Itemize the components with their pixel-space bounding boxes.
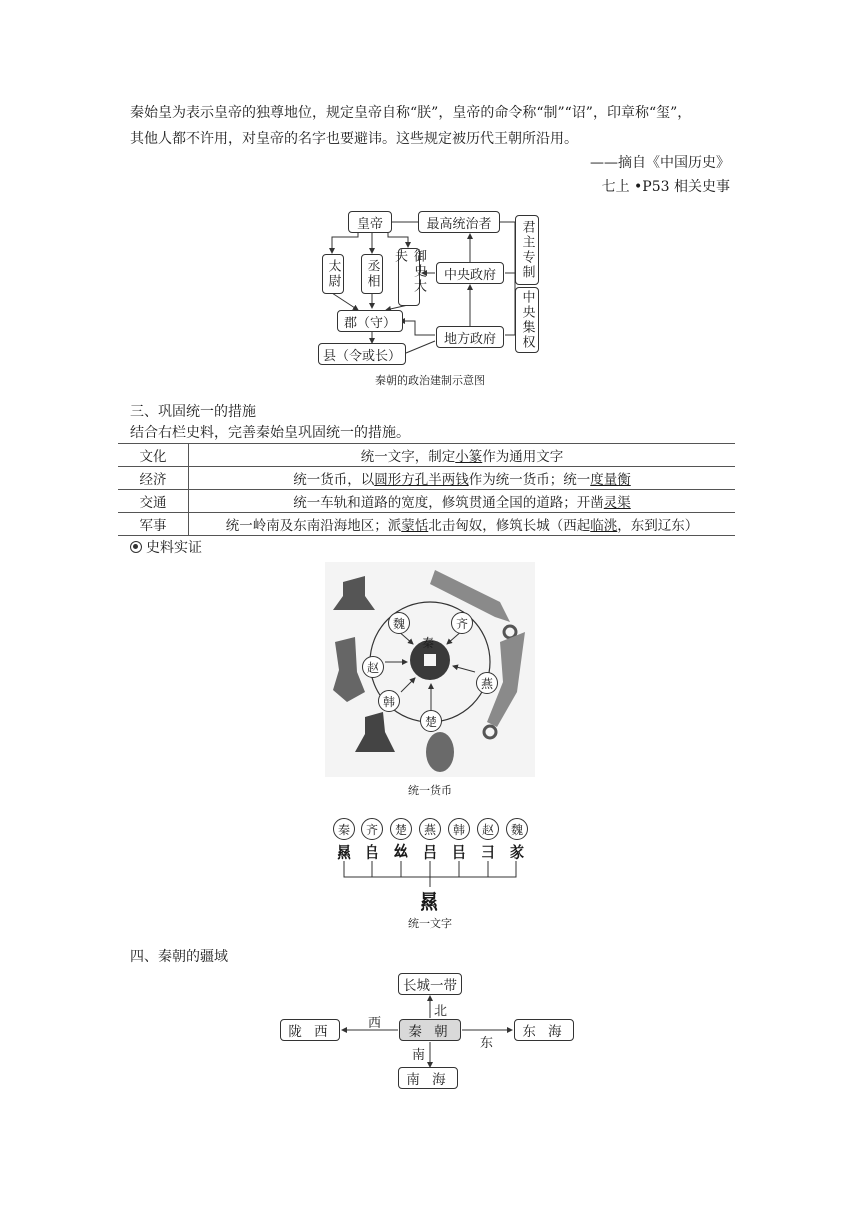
taiwei-box: 太尉 [322,254,344,294]
state-label: 魏 [506,818,528,840]
seal-glyph: 𠂤 [365,844,379,862]
row-key: 军事 [118,513,189,536]
seal-glyph: 吕 [423,844,437,862]
north-box: 长城一带 [398,973,462,995]
table-row [118,444,735,467]
north-direction: 北 [434,1004,448,1019]
xian-box: 县（令或长） [318,343,406,365]
central-gov-box: 中央政府 [436,262,504,284]
yushi-box: 御史大夫 [398,248,420,306]
west-direction: 西 [368,1016,382,1031]
emperor-box: 皇帝 [348,211,392,233]
evidence-label: 史料实证 [130,537,202,557]
supreme-ruler-box: 最高统治者 [418,211,500,233]
row-key: 文化 [118,444,189,467]
state-label: 楚 [420,710,442,732]
table-row [118,467,735,490]
table-row [118,513,735,536]
intro-source: ——摘自《中国历史》 [590,155,730,171]
target-icon [130,541,142,553]
side-label-centralization: 中央集权 [515,287,539,353]
state-label: 韩 [448,818,470,840]
table-row [118,490,735,513]
south-box: 南 海 [398,1067,458,1089]
row-key: 经济 [118,467,189,490]
intro-line-2: 其他人都不许用，对皇帝的名字也要避讳。这些规定被历代王朝所沿用。 [130,131,578,147]
intro-page-ref: 七上 •P53 相关史事 [601,179,730,195]
row-value: 统一车轨和道路的宽度，修筑贯通全国的道路；开凿灵渠 [189,490,736,513]
seal-glyph: 㬎 [337,844,351,862]
section3-heading: 三、巩固统一的措施 [130,404,256,420]
center-box: 秦 朝 [399,1019,461,1041]
intro-line-1: 秦始皇为表示皇帝的独尊地位，规定皇帝自称“朕”，皇帝的命令称“制”“诏”，印章称“玺”， [130,105,692,121]
west-box: 陇 西 [280,1019,340,1041]
local-gov-box: 地方政府 [436,326,504,348]
chengxiang-box: 丞相 [361,254,383,294]
east-direction: 东 [480,1036,494,1051]
state-label: 燕 [476,672,498,694]
side-label-autocracy: 君主专制 [515,215,539,285]
section3-instruction: 结合右栏史料，完善秦始皇巩固统一的措施。 [130,425,410,441]
writing-caption: 统一文字 [408,917,452,930]
state-label: 楚 [390,818,412,840]
seal-glyph: 彐 [481,844,495,862]
state-label: 燕 [419,818,441,840]
state-label: 韩 [378,690,400,712]
seal-glyph: 㠯 [452,844,466,862]
row-value: 统一岭南及东南沿海地区；派蒙恬北击匈奴，修筑长城（西起临洮，东到辽东） [189,513,736,536]
seal-glyph: 𢆶 [394,843,408,861]
section4-heading: 四、秦朝的疆域 [130,949,228,965]
measures-table [118,443,735,536]
currency-caption: 统一货币 [408,784,452,797]
jun-box: 郡（守） [337,310,403,332]
seal-glyph: 㒸 [510,844,524,862]
state-label: 赵 [362,656,384,678]
row-value: 统一文字，制定小篆作为通用文字 [189,444,736,467]
currency-center-label: 秦 [422,636,435,650]
row-value: 统一货币，以圆形方孔半两钱作为统一货币；统一度量衡 [189,467,736,490]
state-label: 秦 [333,818,355,840]
state-label: 齐 [451,612,473,634]
unified-glyph: 㬎 [420,891,438,915]
politics-caption: 秦朝的政治建制示意图 [375,374,485,387]
east-box: 东 海 [514,1019,574,1041]
state-label: 齐 [361,818,383,840]
currency-illustration [325,562,535,777]
ant-nose-coin-icon [426,732,454,772]
state-label: 赵 [477,818,499,840]
south-direction: 南 [412,1048,426,1063]
row-key: 交通 [118,490,189,513]
state-label: 魏 [388,612,410,634]
